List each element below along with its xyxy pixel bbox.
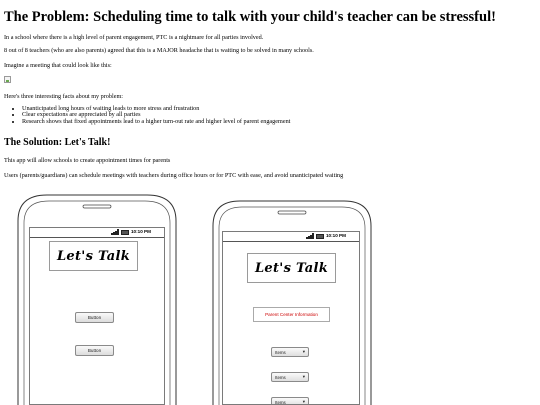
solution-heading: The Solution: Let's Talk! (4, 137, 111, 148)
status-bar (223, 232, 359, 242)
status-time: 10:10 PM (131, 229, 151, 234)
signal-icon (111, 229, 119, 235)
battery-icon (316, 234, 324, 239)
problem-paragraph-2: 8 out of 8 teachers (who are also parents) agreed that this is a MAJOR headache that is waiting to be solved in many schools. (4, 47, 314, 54)
facts-intro: Here's three interesting facts about my problem: (4, 93, 123, 100)
items-select-3[interactable] (271, 397, 309, 405)
phone-mockup-left (17, 191, 177, 405)
logo-text: Let's Talk (56, 248, 131, 264)
solution-paragraph-1: This app will allow schools to create appointment times for parents (4, 157, 171, 164)
items-select-2[interactable] (271, 372, 309, 382)
chevron-down-icon: ▾ (302, 399, 305, 404)
phone-mockup-right (212, 200, 372, 405)
chevron-down-icon: ▾ (302, 374, 305, 379)
solution-paragraph-2: Users (parents/guardians) can schedule meetings with teachers during office hours or for PTC with ease, and avoid unanticipated waiting (4, 172, 344, 179)
phone-screen (29, 227, 165, 405)
select-value: Items (275, 400, 286, 405)
problem-paragraph-3: Imagine a meeting that could look like this: (4, 62, 112, 69)
parent-center-info-button[interactable]: Parent Center Information (253, 307, 330, 322)
button-2[interactable]: Button (75, 345, 114, 356)
broken-image-icon (4, 76, 11, 83)
problem-paragraph-1: In a school where there is a high level of parent engagement, PTC is a nightmare for all parties involved. (4, 34, 264, 41)
chevron-down-icon: ▾ (302, 349, 305, 354)
items-select-1[interactable] (271, 347, 309, 357)
lets-talk-logo (247, 253, 336, 283)
facts-list (4, 106, 290, 125)
select-value: Items (275, 375, 286, 380)
page-title: The Problem: Scheduling time to talk with your child's teacher can be stressful! (4, 9, 496, 25)
lets-talk-logo (49, 241, 138, 271)
status-bar (30, 228, 164, 238)
status-time: 10:10 PM (326, 233, 346, 238)
phone-screen (222, 231, 360, 405)
list-item: • Research shows that fixed appointments lead to a higher turn-out rate and higher level of parent engagement (22, 119, 290, 125)
signal-icon (306, 233, 314, 239)
select-value: Items (275, 350, 286, 355)
list-item: • Clear expectations are appreciated by all parties (22, 112, 290, 118)
list-item: • Unanticipated long hours of waiting leads to more stress and frustration (22, 106, 290, 112)
logo-text: Let's Talk (254, 260, 329, 276)
battery-icon (121, 230, 129, 235)
button-1[interactable]: Button (75, 312, 114, 323)
